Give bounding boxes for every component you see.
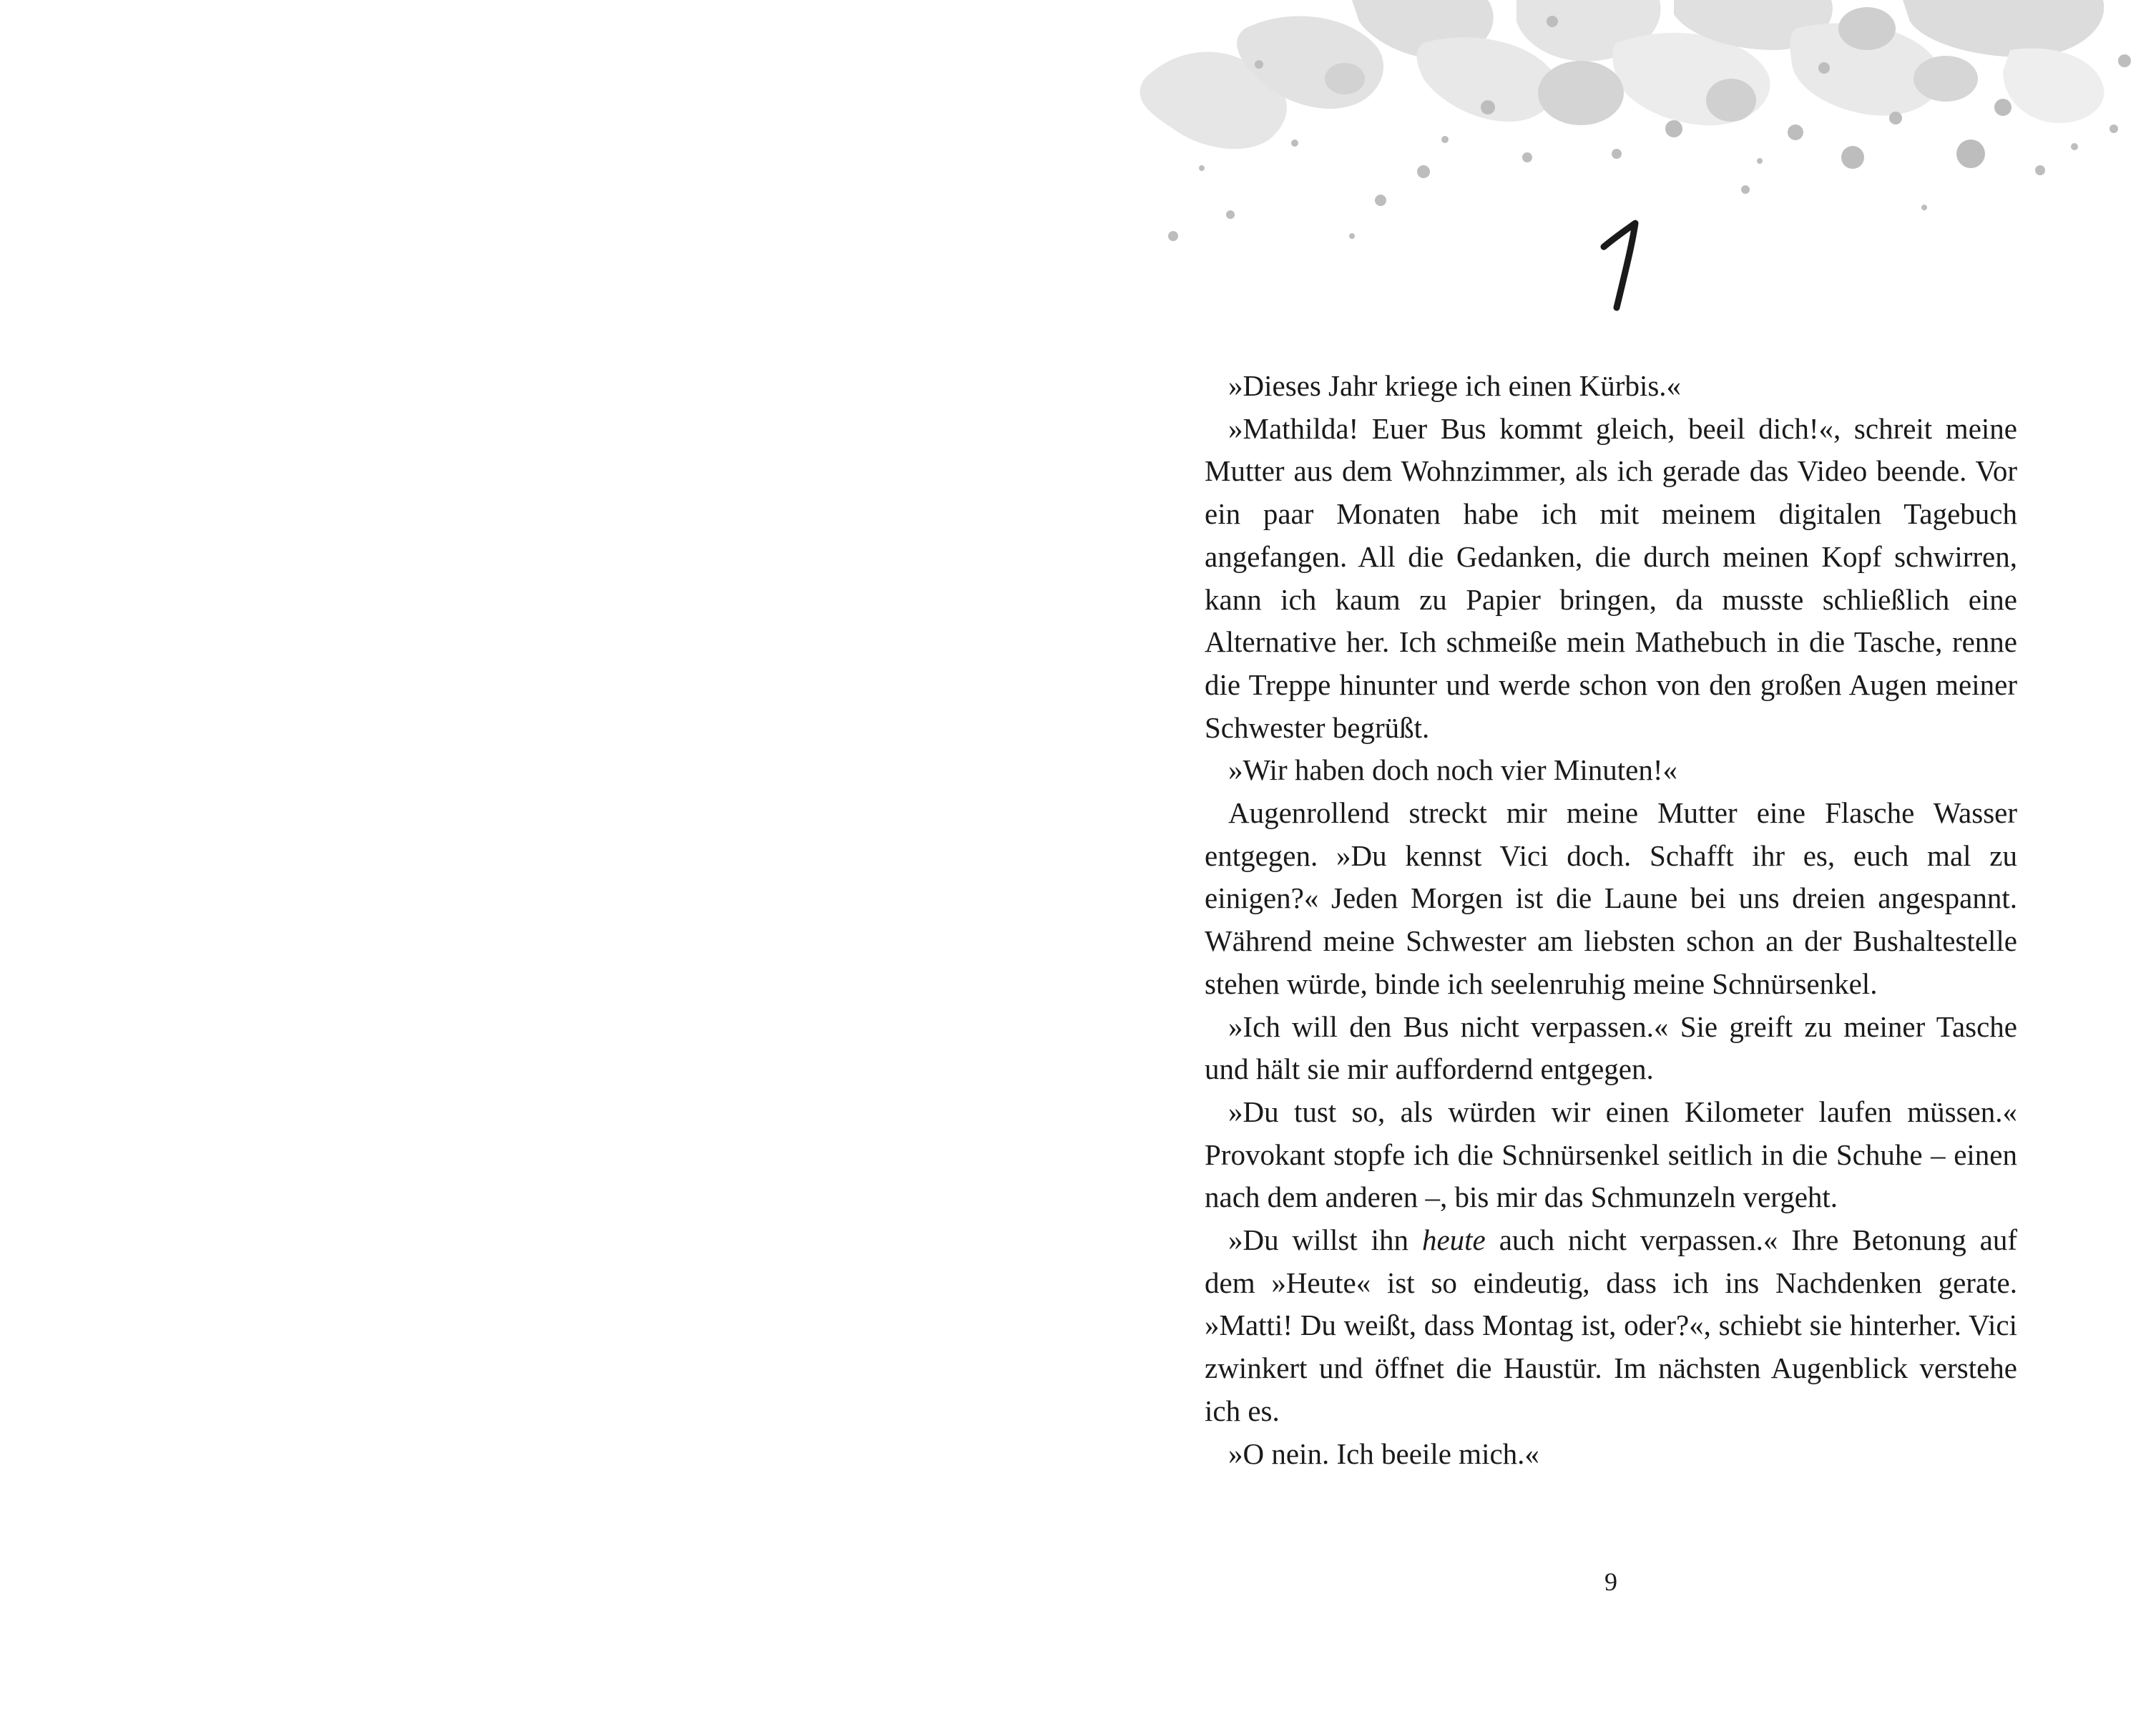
paragraph: Augenrollend streckt mir meine Mutter eine Flasche Wasser entgegen. »Du kennst Vici doch. Schafft ihr es, euch mal zu einigen?« Jeden Morgen ist die Laune bei uns dreien angespannt. Während meine Schwester am liebsten schon an der Bushaltestelle stehen würde, binde ich seelenruhig meine Schnürsenkel. <box>1205 796 2017 1000</box>
paragraph: »Wir haben doch noch vier Minuten!« <box>1228 753 1677 787</box>
chapter-body-text <box>1205 365 2017 1475</box>
paragraph: »Dieses Jahr kriege ich einen Kürbis.« <box>1228 369 1682 402</box>
paragraph: »Ich will den Bus nicht verpassen.« Sie greift zu meiner Tasche und hält sie mir auffordernd entgegen. <box>1205 1009 2017 1086</box>
chapter-number <box>1559 207 1674 322</box>
page-number: 9 <box>1604 1567 1617 1596</box>
paragraph: »Du tust so, als würden wir einen Kilometer laufen müssen.« Provokant stopfe ich die Schnürsenkel seitlich in die Schuhe – einen nach dem anderen –, bis mir das Schmunzeln vergeht. <box>1205 1095 2017 1214</box>
paragraph: »Mathilda! Euer Bus kommt gleich, beeil dich!«, schreit meine Mutter aus dem Wohnzimmer, als ich gerade das Video beende. Vor ein paar Monaten habe ich mit meinem digitalen Tagebuch angefangen. All die Gedanken, die durch meinen Kopf schwirren, kann ich kaum zu Papier bringen, da musste schließlich eine Alternative her. Ich schmeiße mein Mathebuch in die Tasche, renne die Treppe hinunter und werde schon von den großen Augen meiner Schwester begrüßt. <box>1205 411 2017 744</box>
paragraph: »O nein. Ich beeile mich.« <box>1228 1437 1539 1470</box>
paragraph-with-emphasis <box>1205 1219 2017 1433</box>
paragraph-text: auch nicht verpassen.« Ihre Betonung auf dem »Heute« ist so eindeutig, dass ich ins Nachdenken gerate. »Matti! Du weißt, dass Montag ist, oder?«, schiebt sie hinterher. Vici zwinkert und öffnet die Haustür. Im nächsten Augenblick verstehe ich es. <box>1205 1223 2017 1427</box>
emphasized-word: heute <box>1421 1223 1486 1257</box>
paragraph-text: »Du willst ihn <box>1228 1223 1422 1257</box>
